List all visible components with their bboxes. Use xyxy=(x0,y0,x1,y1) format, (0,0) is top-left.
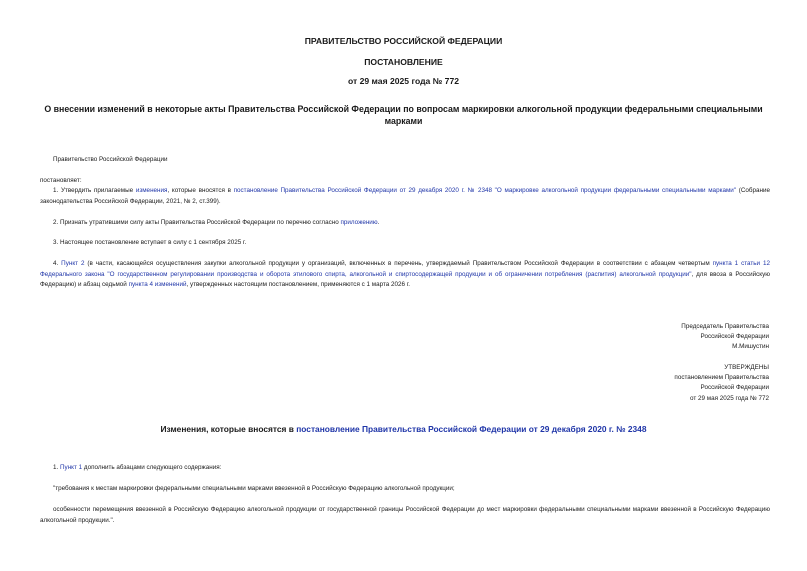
changes-heading-prefix: Изменения, которые вносятся в xyxy=(160,424,297,434)
paragraph-2-suffix: . xyxy=(377,219,380,226)
signature-position-2: Российской Федерации xyxy=(700,333,769,341)
paragraph-4-part1: (в части, касающейся осуществления закупки алкогольной продукции у организаций, включенных в перечень, утверждаемый Правительством Российской Федерации в соответствии с абзацем четвертым xyxy=(84,260,713,267)
signature-position-1: Председатель Правительства xyxy=(681,323,769,330)
signature-block xyxy=(681,322,769,353)
paragraph-4-suffix: , утвержденных настоящим постановлением, применяются с 1 марта 2026 г. xyxy=(186,281,411,289)
paragraph-1 xyxy=(40,186,770,207)
point-4-changes-link[interactable]: пункта 4 изменений xyxy=(128,281,187,289)
intro-text: Правительство Российской Федерации xyxy=(53,156,168,163)
paragraph-1-prefix: 1. Утвердить прилагаемые xyxy=(53,187,136,194)
paragraph-3: 3. Настоящее постановление вступает в силу с 1 сентября 2025 г. xyxy=(53,239,247,246)
paragraph-2 xyxy=(40,218,770,229)
paragraph-4-part2: , для ввоза в Российскую Федерацию) и абзац седьмой xyxy=(40,270,770,289)
decides-text: постановляет: xyxy=(40,177,82,184)
appendix-link[interactable]: приложению xyxy=(340,219,378,226)
paragraph-4-prefix: 4. xyxy=(53,260,62,267)
changes-quote-1: "требования к местам маркировки федеральными специальными марками ввезенной в Российскую Федерацию алкогольной продукции; xyxy=(53,485,455,492)
changes-item-1 xyxy=(40,463,770,474)
document-date-number: от 29 мая 2025 года № 772 xyxy=(347,76,460,86)
signature-name: М.Мишустин xyxy=(732,343,769,351)
changes-heading xyxy=(40,424,767,434)
changes-item-1-suffix: дополнить абзацами следующего содержания: xyxy=(82,464,222,471)
paragraph-2-prefix: 2. Признать утратившими силу акты Правительства Российской Федерации по перечню согласно xyxy=(53,219,341,226)
approval-line-1: УТВЕРЖДЕНЫ xyxy=(724,364,769,371)
changes-heading-link[interactable]: постановление Правительства Российской Федерации от 29 декабря 2020 г. № 2348 xyxy=(296,424,647,434)
paragraph-1-suffix: (Собрание законодательства Российской Федерации, 2021, № 2, ст.399). xyxy=(40,187,770,205)
point-2-link[interactable]: Пункт 2 xyxy=(61,260,85,267)
approval-line-4: от 29 мая 2025 года № 772 xyxy=(690,394,769,402)
resolution-2348-link[interactable]: постановление Правительства Российской Федерации от 29 декабря 2020 г. № 2348 "О маркировке алкогольной продукции федеральными специальными марками" xyxy=(233,187,737,194)
government-heading: ПРАВИТЕЛЬСТВО РОССИЙСКОЙ ФЕДЕРАЦИИ xyxy=(304,36,503,46)
approval-line-2: постановлением Правительства xyxy=(674,374,769,382)
paragraph-4 xyxy=(40,259,770,291)
approval-block xyxy=(674,363,769,404)
changes-quote-2: особенности перемещения ввезенной в Российскую Федерацию алкогольной продукции от государственной границы Российской Федерации до мест маркировки федеральными специальными марками ввезенной в Российскую Федерацию алкогольной продукции.". xyxy=(40,506,770,524)
point-1-link[interactable]: Пункт 1 xyxy=(60,464,83,471)
changes-link[interactable]: изменения xyxy=(135,187,168,194)
changes-item-1-prefix: 1. xyxy=(53,464,61,471)
document-type: ПОСТАНОВЛЕНИЕ xyxy=(364,57,443,67)
approval-line-3: Российской Федерации xyxy=(700,384,769,392)
paragraph-1-mid: , которые вносятся в xyxy=(167,187,234,194)
federal-law-link[interactable]: пункта 1 статьи 12 Федерального закона "О государственном регулировании производства и оборота этилового спирта, алкогольной и спиртосодержащей продукции и об ограничении потребления (распития) алкогольной продукции" xyxy=(40,260,770,278)
document-title: О внесении изменений в некоторые акты Правительства Российской Федерации по вопросам маркировки алкогольной продукции федеральными специальными марками xyxy=(44,104,763,126)
